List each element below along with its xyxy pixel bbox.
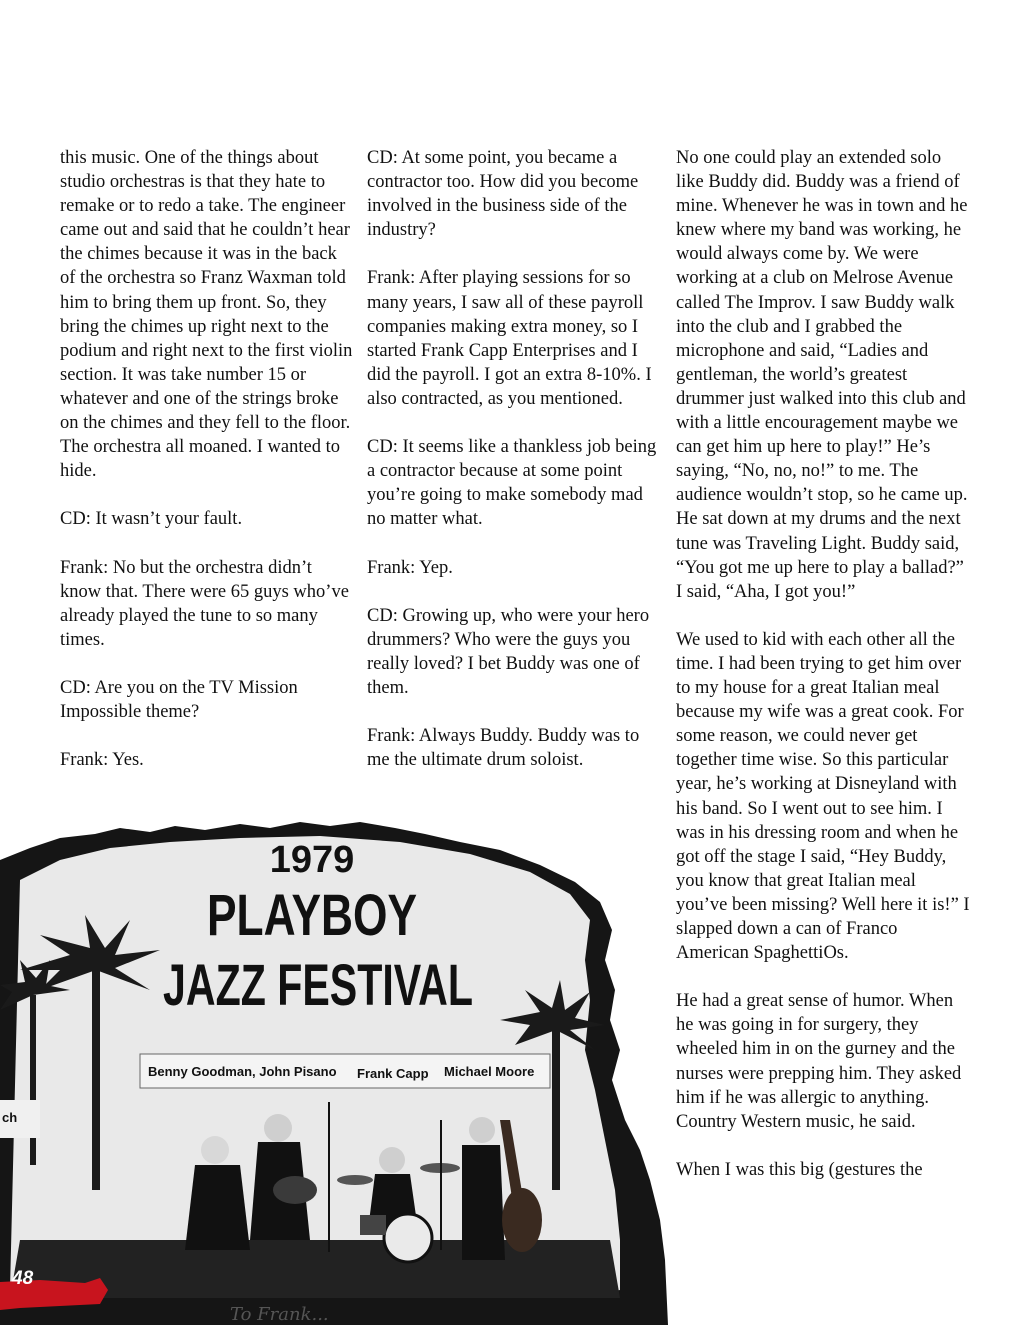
sign-year: 1979: [269, 839, 355, 881]
sign-line-2: JAZZ FESTIVAL: [163, 953, 473, 1018]
side-sign-text: ch: [2, 1110, 18, 1125]
sign-line-1: PLAYBOY: [207, 883, 417, 948]
banner-names-3: Michael Moore: [444, 1064, 535, 1079]
banner-names-2: Frank Capp: [357, 1066, 429, 1081]
paragraph: He had a great sense of humor. When he was going in for surgery, they wheeled him in on the gurney and the nurses were prepping him. They asked him if he was allergic to anything. Country Western music, he said.: [676, 991, 962, 1132]
photo-inscription: To Frank...: [230, 1304, 329, 1325]
page-number: 48: [12, 1268, 34, 1289]
paragraph: CD: It seems like a thankless job being a contractor because at some point you’re going to make somebody mad no matter what.: [367, 437, 657, 530]
paragraph: Frank: Always Buddy. Buddy was to me the ultimate drum soloist.: [367, 726, 640, 771]
paragraph: When I was this big (gestures the: [676, 1159, 923, 1180]
text-column-3: [676, 146, 971, 1206]
paragraph: CD: At some point, you became a contractor too. How did you become involved in the business side of the industry?: [367, 148, 639, 241]
paragraph: We used to kid with each other all the time. I had been trying to get him over to my house for a great Italian meal because my wife was a great cook. For some reason, we could never get together time wise. So this particular year, he’s working at Disneyland with his band. So I went out to see him. I was in his dressing room and when he got off the stage I said, “Hey Buddy, you know that great Italian meal you’ve been missing? Well here it is!” I slapped down a can of Franco American SpaghettiOs.: [676, 629, 970, 964]
paragraph: Frank: Yes.: [60, 750, 144, 771]
paragraph: CD: Growing up, who were your hero drummers? Who were the guys you really loved? I bet Buddy was one of them.: [367, 605, 650, 699]
paragraph: Frank: Yep.: [367, 557, 453, 578]
paragraph: CD: It wasn’t your fault.: [60, 509, 243, 530]
paragraph: CD: Are you on the TV Mission Impossible theme?: [60, 678, 298, 723]
paragraph: Frank: After playing sessions for so many years, I saw all of these payroll companies making extra money, so I started Frank Capp Enterprises and I did the payroll. I got an extra 8-10%. I also contracted, as you mentioned.: [367, 268, 652, 409]
banner-names-1: Benny Goodman, John Pisano: [148, 1064, 337, 1079]
paragraph: No one could play an extended solo like Buddy did. Buddy was a friend of mine. Whenever he was in town and he knew where my band was working, he would always come by. We were working at a club on Melrose Avenue called The Improv. I saw Buddy walk into the club and I grabbed the microphone and said, “Ladies and gentleman, the world’s greatest drummer just walked into this club and with a little encouragement maybe we can get him up here to play!” He’s saying, “No, no, no!” to me. The audience wouldn’t stop, so he came up. He sat down at my drums and the next tune was Traveling Light. Buddy said, “You got me up here to play a ballad?” I said, “Aha, I got you!”: [676, 148, 968, 602]
text-column-1: [60, 146, 355, 797]
paragraph: Frank: No but the orchestra didn’t know that. There were 65 guys who’ve already played the tune to so many times.: [60, 557, 349, 650]
festival-photo: [0, 820, 670, 1325]
paragraph: this music. One of the things about studio orchestras is that they hate to remake or to redo a take. The engineer came out and said that he couldn’t hear the chimes because it was in the back of the orchestra so Franz Waxman told him to bring them up front. So, they bring the chimes up right next to the podium and right next to the first violin section. It was take number 15 or whatever and one of the strings broke on the chimes and they fell to the floor. The orchestra all moaned. I wanted to hide.: [60, 148, 353, 482]
text-column-2: [367, 146, 662, 797]
